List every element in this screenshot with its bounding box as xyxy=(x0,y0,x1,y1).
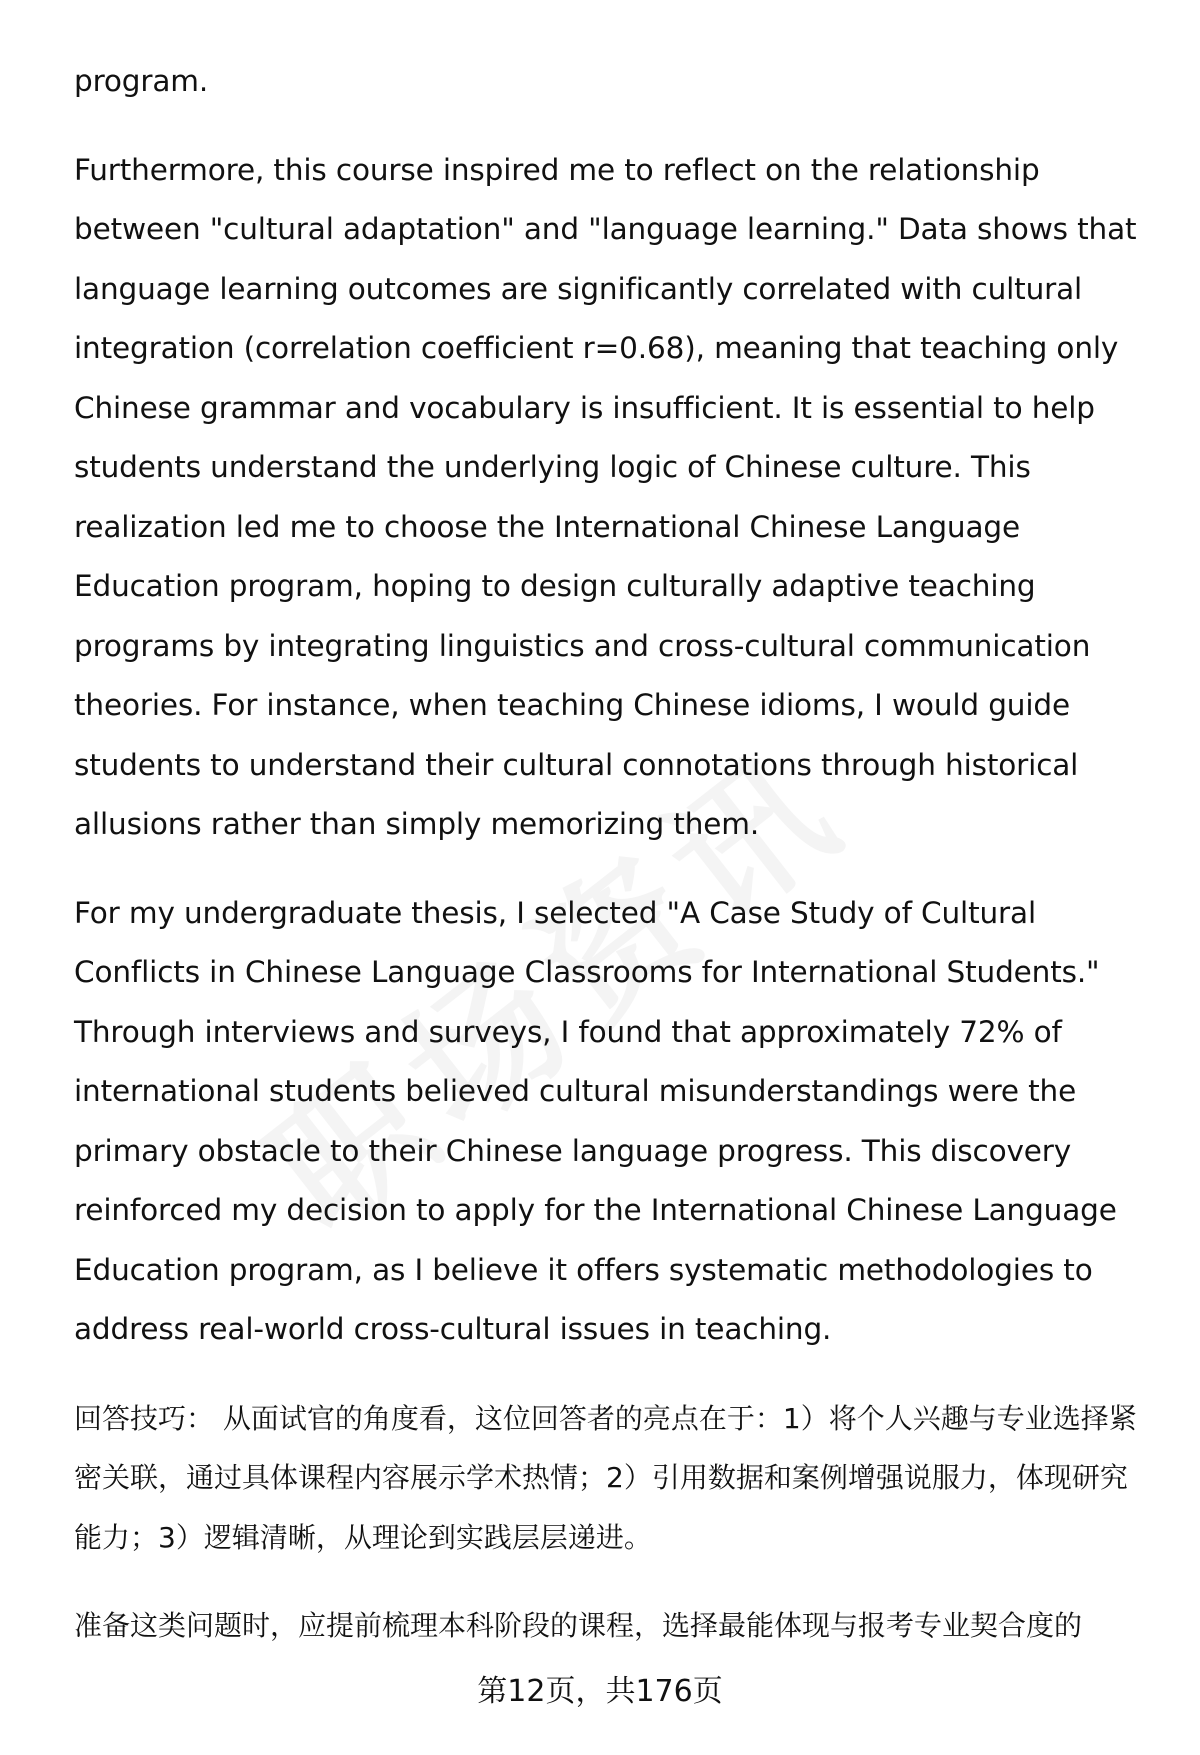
paragraph-continuation: program. xyxy=(74,64,209,98)
paragraph-cultural-adaptation: Furthermore, this course inspired me to reflect on the relationship between "cultural adaptation" and "language learning." Data shows that language learning outcomes are significantly correlated with cultural integration (correlation coefficient r=0.68), meaning that teaching only Chinese grammar and vocabulary is insufficient. It is essential to help students understand the underlying logic of Chinese culture. This realization led me to choose the International Chinese Language Education program, hoping to design culturally adaptive teaching programs by integrating linguistics and cross-cultural communication theories. For instance, when teaching Chinese idioms, I would guide students to understand their cultural connotations through historical allusions rather than simply memorizing them. xyxy=(74,152,1137,841)
page-number-footer: 第12页，共176页 xyxy=(477,1674,723,1709)
paragraph-preparation: 准备这类问题时，应提前梳理本科阶段的课程，选择最能体现与报考专业契合度的 xyxy=(74,1609,1083,1642)
answer-tip: 回答技巧： 从面试官的角度看，这位回答者的亮点在于：1）将个人兴趣与专业选择紧密关联，通过具体课程内容展示学术热情；2）引用数据和案例增强说服力，体现研究能力；3）逻辑清晰，从理论到实践层层递进。 xyxy=(74,1401,1137,1554)
paragraph-thesis: For my undergraduate thesis, I selected "A Case Study of Cultural Conflicts in Chinese Language Classrooms for International Students." Through interviews and surveys, I found that approximately 72% of international students believed cultural misunderstandings were the primary obstacle to their Chinese language progress. This discovery reinforced my decision to apply for the International Chinese Language Education program, as I believe it offers systematic methodologies to address real-world cross-cultural issues in teaching. xyxy=(74,895,1117,1346)
document-body xyxy=(74,52,1154,1685)
